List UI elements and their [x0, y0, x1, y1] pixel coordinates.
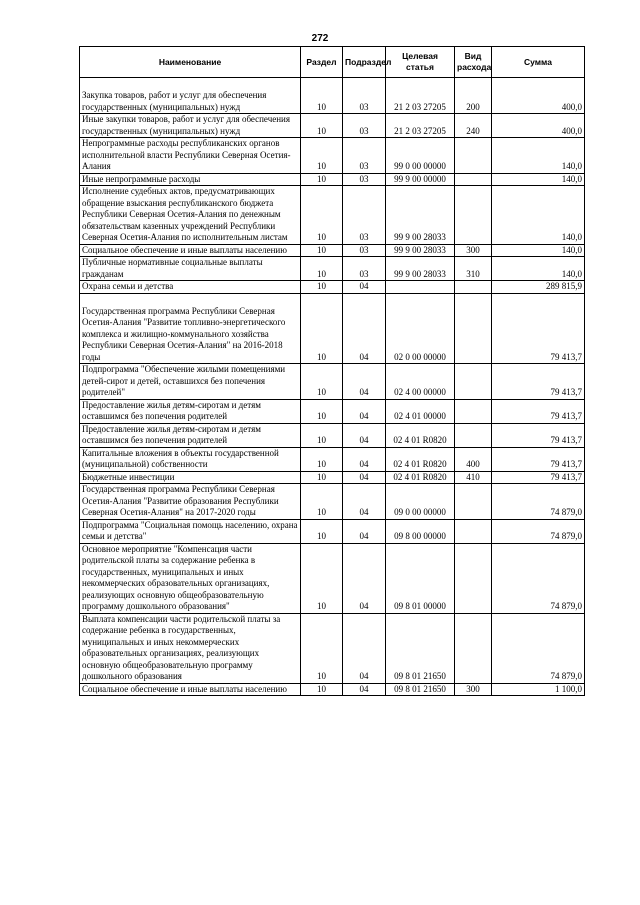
row-expense-type	[455, 423, 492, 447]
row-target: 09 8 01 21650	[386, 613, 455, 683]
row-expense-type: 400	[455, 447, 492, 471]
row-subsection: 03	[343, 244, 386, 257]
row-name: Предоставление жилья детям-сиротам и детям оставшимся без попечения родителей	[80, 399, 301, 423]
row-expense-type	[455, 484, 492, 520]
row-subsection: 03	[343, 114, 386, 138]
table-row	[80, 186, 585, 245]
row-section: 10	[301, 364, 343, 400]
table-row	[80, 399, 585, 423]
row-name: Иные непрограммные расходы	[80, 173, 301, 186]
row-section: 10	[301, 173, 343, 186]
row-target: 99 9 00 28033	[386, 244, 455, 257]
row-name: Закупка товаров, работ и услуг для обеспечения государственных (муниципальных) нужд	[80, 78, 301, 114]
row-amount: 79 413,7	[492, 364, 585, 400]
row-subsection: 04	[343, 519, 386, 543]
table-row	[80, 138, 585, 174]
table-row	[80, 519, 585, 543]
row-target: 02 4 01 00000	[386, 399, 455, 423]
row-section: 10	[301, 519, 343, 543]
table-row	[80, 257, 585, 281]
row-section: 10	[301, 257, 343, 281]
row-section: 10	[301, 543, 343, 613]
row-section: 10	[301, 186, 343, 245]
row-subsection: 04	[343, 543, 386, 613]
row-target: 21 2 03 27205	[386, 78, 455, 114]
row-name: Государственная программа Республики Северная Осетия-Алания "Развитие образования Республики Северная Осетия-Алания" на 2017-2020 годы	[80, 484, 301, 520]
row-expense-type	[455, 293, 492, 364]
row-target: 99 9 00 28033	[386, 257, 455, 281]
row-expense-type: 310	[455, 257, 492, 281]
row-section: 10	[301, 447, 343, 471]
row-subsection: 03	[343, 78, 386, 114]
row-amount: 140,0	[492, 244, 585, 257]
table-row	[80, 78, 585, 114]
row-amount: 79 413,7	[492, 447, 585, 471]
row-expense-type	[455, 543, 492, 613]
table-row	[80, 613, 585, 683]
row-name: Социальное обеспечение и иные выплаты населению	[80, 683, 301, 696]
row-section: 10	[301, 399, 343, 423]
column-header-name: Наименование	[80, 47, 301, 78]
row-section: 10	[301, 114, 343, 138]
table-row	[80, 281, 585, 294]
row-subsection: 04	[343, 399, 386, 423]
row-expense-type	[455, 613, 492, 683]
row-subsection: 03	[343, 186, 386, 245]
row-amount: 79 413,7	[492, 399, 585, 423]
table-header-row	[80, 47, 585, 78]
row-expense-type	[455, 138, 492, 174]
row-amount: 400,0	[492, 114, 585, 138]
row-subsection: 03	[343, 257, 386, 281]
page-number: 272	[311, 33, 329, 44]
row-subsection: 04	[343, 613, 386, 683]
row-amount: 74 879,0	[492, 543, 585, 613]
table-row	[80, 484, 585, 520]
row-name: Подпрограмма "Обеспечение жилыми помещениями детей-сирот и детей, оставшихся без попечения родителей"	[80, 364, 301, 400]
row-expense-type	[455, 281, 492, 294]
table-row	[80, 114, 585, 138]
row-amount: 1 100,0	[492, 683, 585, 696]
row-target	[386, 281, 455, 294]
row-expense-type: 410	[455, 471, 492, 484]
table-row	[80, 423, 585, 447]
table-row	[80, 543, 585, 613]
row-expense-type	[455, 186, 492, 245]
row-subsection: 04	[343, 447, 386, 471]
row-amount: 74 879,0	[492, 484, 585, 520]
row-amount: 79 413,7	[492, 423, 585, 447]
row-name: Социальное обеспечение и иные выплаты населению	[80, 244, 301, 257]
table-row	[80, 683, 585, 696]
row-target: 99 9 00 28033	[386, 186, 455, 245]
row-target: 99 9 00 00000	[386, 173, 455, 186]
row-section: 10	[301, 423, 343, 447]
row-section: 10	[301, 683, 343, 696]
table-row	[80, 244, 585, 257]
row-section: 10	[301, 293, 343, 364]
row-amount: 79 413,7	[492, 293, 585, 364]
column-header-subsection: Подраздел	[343, 47, 386, 78]
row-target: 21 2 03 27205	[386, 114, 455, 138]
row-amount: 140,0	[492, 173, 585, 186]
row-amount: 74 879,0	[492, 613, 585, 683]
row-target: 09 8 01 21650	[386, 683, 455, 696]
row-amount: 289 815,9	[492, 281, 585, 294]
row-section: 10	[301, 613, 343, 683]
row-target: 02 4 00 00000	[386, 364, 455, 400]
row-name: Бюджетные инвестиции	[80, 471, 301, 484]
table-row	[80, 293, 585, 364]
row-subsection: 04	[343, 293, 386, 364]
column-header-expense-type: Вид расхода	[455, 47, 492, 78]
table-row	[80, 447, 585, 471]
column-header-section: Раздел	[301, 47, 343, 78]
row-name: Основное мероприятие "Компенсация части родительской платы за содержание ребенка в государственных, муниципальных и иных некоммерческих образовательных организациях, реализующих основную общеобразовательную программу дошкольного образования"	[80, 543, 301, 613]
row-amount: 140,0	[492, 257, 585, 281]
row-expense-type: 200	[455, 78, 492, 114]
column-header-amount: Сумма	[492, 47, 585, 78]
row-target: 02 4 01 R0820	[386, 447, 455, 471]
table-row	[80, 471, 585, 484]
row-target: 09 8 00 00000	[386, 519, 455, 543]
row-target: 02 0 00 00000	[386, 293, 455, 364]
row-name: Подпрограмма "Социальная помощь населению, охрана семьи и детства"	[80, 519, 301, 543]
row-subsection: 04	[343, 683, 386, 696]
row-name: Выплата компенсации части родительской платы за содержание ребенка в государственных, муниципальных и иных некоммерческих образовательных организациях, реализующих основную общеобразовательную программу дошкольного образования	[80, 613, 301, 683]
row-subsection: 04	[343, 423, 386, 447]
row-section: 10	[301, 244, 343, 257]
row-amount: 140,0	[492, 138, 585, 174]
row-subsection: 04	[343, 364, 386, 400]
row-name: Капитальные вложения в объекты государственной (муниципальной) собственности	[80, 447, 301, 471]
row-amount: 140,0	[492, 186, 585, 245]
row-amount: 74 879,0	[492, 519, 585, 543]
row-section: 10	[301, 138, 343, 174]
row-name: Государственная программа Республики Северная Осетия-Алания "Развитие топливно-энергетического комплекса и жилищно-коммунального хозяйства Республики Северная Осетия-Алания" на 2016-2018 годы	[80, 293, 301, 364]
row-subsection: 03	[343, 138, 386, 174]
row-target: 02 4 01 R0820	[386, 471, 455, 484]
row-expense-type	[455, 173, 492, 186]
table-row	[80, 173, 585, 186]
row-section: 10	[301, 281, 343, 294]
row-name: Непрограммные расходы республиканских органов исполнительной власти Республики Северная Осетия-Алания	[80, 138, 301, 174]
row-subsection: 04	[343, 281, 386, 294]
row-target: 99 0 00 00000	[386, 138, 455, 174]
row-expense-type: 300	[455, 683, 492, 696]
row-expense-type: 240	[455, 114, 492, 138]
row-amount: 400,0	[492, 78, 585, 114]
row-target: 02 4 01 R0820	[386, 423, 455, 447]
budget-table	[79, 46, 585, 696]
row-subsection: 04	[343, 471, 386, 484]
row-expense-type: 300	[455, 244, 492, 257]
row-name: Предоставление жилья детям-сиротам и детям оставшимся без попечения родителей	[80, 423, 301, 447]
row-name: Охрана семьи и детства	[80, 281, 301, 294]
row-section: 10	[301, 78, 343, 114]
row-target: 09 0 00 00000	[386, 484, 455, 520]
row-subsection: 03	[343, 173, 386, 186]
table-body	[80, 78, 585, 696]
row-name: Иные закупки товаров, работ и услуг для обеспечения государственных (муниципальных) нужд	[80, 114, 301, 138]
row-name: Исполнение судебных актов, предусматривающих обращение взыскания республиканского бюджета Республики Северная Осетия-Алания по денежным обязательствам казенных учреждений Республики Северная Осетия-Алания по исполнительным листам	[80, 186, 301, 245]
row-target: 09 8 01 00000	[386, 543, 455, 613]
row-amount: 79 413,7	[492, 471, 585, 484]
row-expense-type	[455, 399, 492, 423]
row-name: Публичные нормативные социальные выплаты гражданам	[80, 257, 301, 281]
row-section: 10	[301, 471, 343, 484]
row-expense-type	[455, 364, 492, 400]
table-row	[80, 364, 585, 400]
row-section: 10	[301, 484, 343, 520]
row-subsection: 04	[343, 484, 386, 520]
column-header-target: Целевая статья	[386, 47, 455, 78]
row-expense-type	[455, 519, 492, 543]
